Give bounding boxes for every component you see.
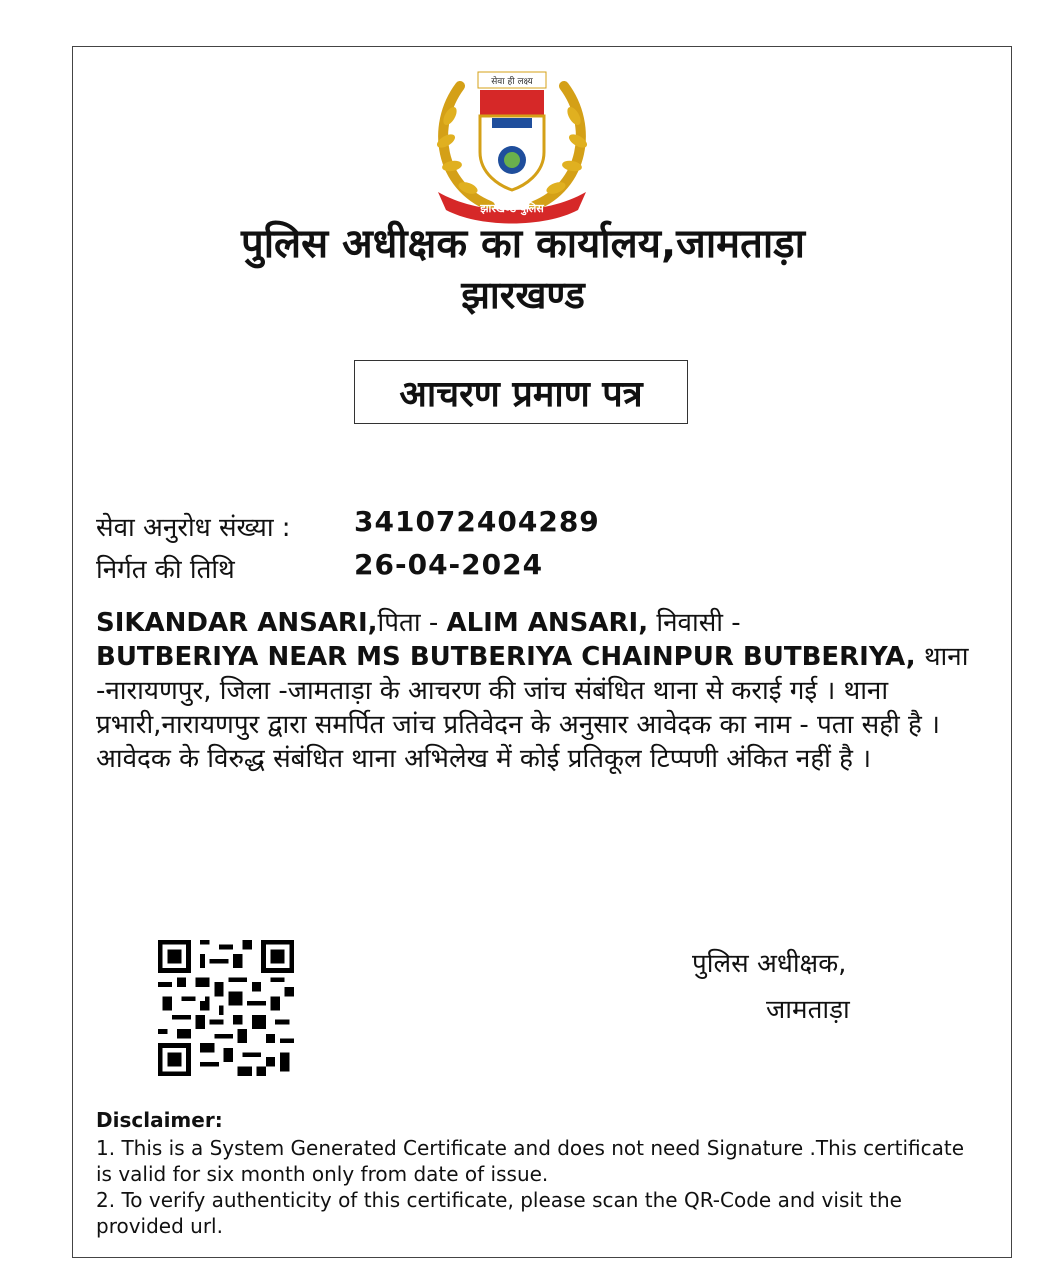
resident-label: निवासी - xyxy=(648,608,741,638)
father-name: ALIM ANSARI, xyxy=(446,608,649,638)
signatory-title: पुलिस अधीक्षक, xyxy=(692,949,847,979)
disclaimer-item-2: 2. To verify authenticity of this certificate, please scan the QR-Code and visit the provided url. xyxy=(96,1188,902,1238)
father-label: पिता - xyxy=(377,608,447,638)
disclaimer-item-1: 1. This is a System Generated Certificate and does not need Signature .This certificate is valid for six month only from date of issue. xyxy=(96,1136,965,1186)
request-number: 341072404289 xyxy=(354,505,600,538)
certificate-statement: थाना -नारायणपुर, जिला -जामताड़ा के आचरण की जांच संबंधित थाना से कराई गई । थाना प्रभारी,नारायणपुर द्वारा समर्पित जांच प्रतिवेदन के अनुसार आवेदक का नाम - पता सही है । आवेदक के विरुद्ध संबंधित थाना अभिलेख में कोई प्रतिकूल टिप्पणी अंकित नहीं है । xyxy=(96,642,969,774)
office-title: पुलिस अधीक्षक का कार्यालय,जामताड़ा xyxy=(240,221,806,267)
verification-qr-code[interactable] xyxy=(158,940,294,1076)
signatory-district: जामताड़ा xyxy=(766,995,850,1025)
applicant-name: SIKANDAR ANSARI, xyxy=(96,608,378,638)
jharkhand-police-emblem xyxy=(420,66,604,226)
emblem-banner-text: झारखण्ड पुलिस xyxy=(480,202,544,215)
certificate-title-text: आचरण प्रमाण पत्र xyxy=(399,373,643,415)
applicant-address: BUTBERIYA NEAR MS BUTBERIYA CHAINPUR BUTBERIYA, xyxy=(96,642,916,672)
certificate-body xyxy=(96,606,996,776)
emblem-motto: सेवा ही लक्ष्य xyxy=(491,77,533,87)
issue-date-label: निर्गत की तिथि xyxy=(96,555,235,585)
issue-date: 26-04-2024 xyxy=(354,548,544,581)
disclaimer-title: Disclaimer: xyxy=(96,1108,223,1132)
request-number-label: सेवा अनुरोध संख्या : xyxy=(96,513,291,543)
office-state: झारखण्ड xyxy=(461,273,585,317)
certificate-title xyxy=(354,360,688,424)
